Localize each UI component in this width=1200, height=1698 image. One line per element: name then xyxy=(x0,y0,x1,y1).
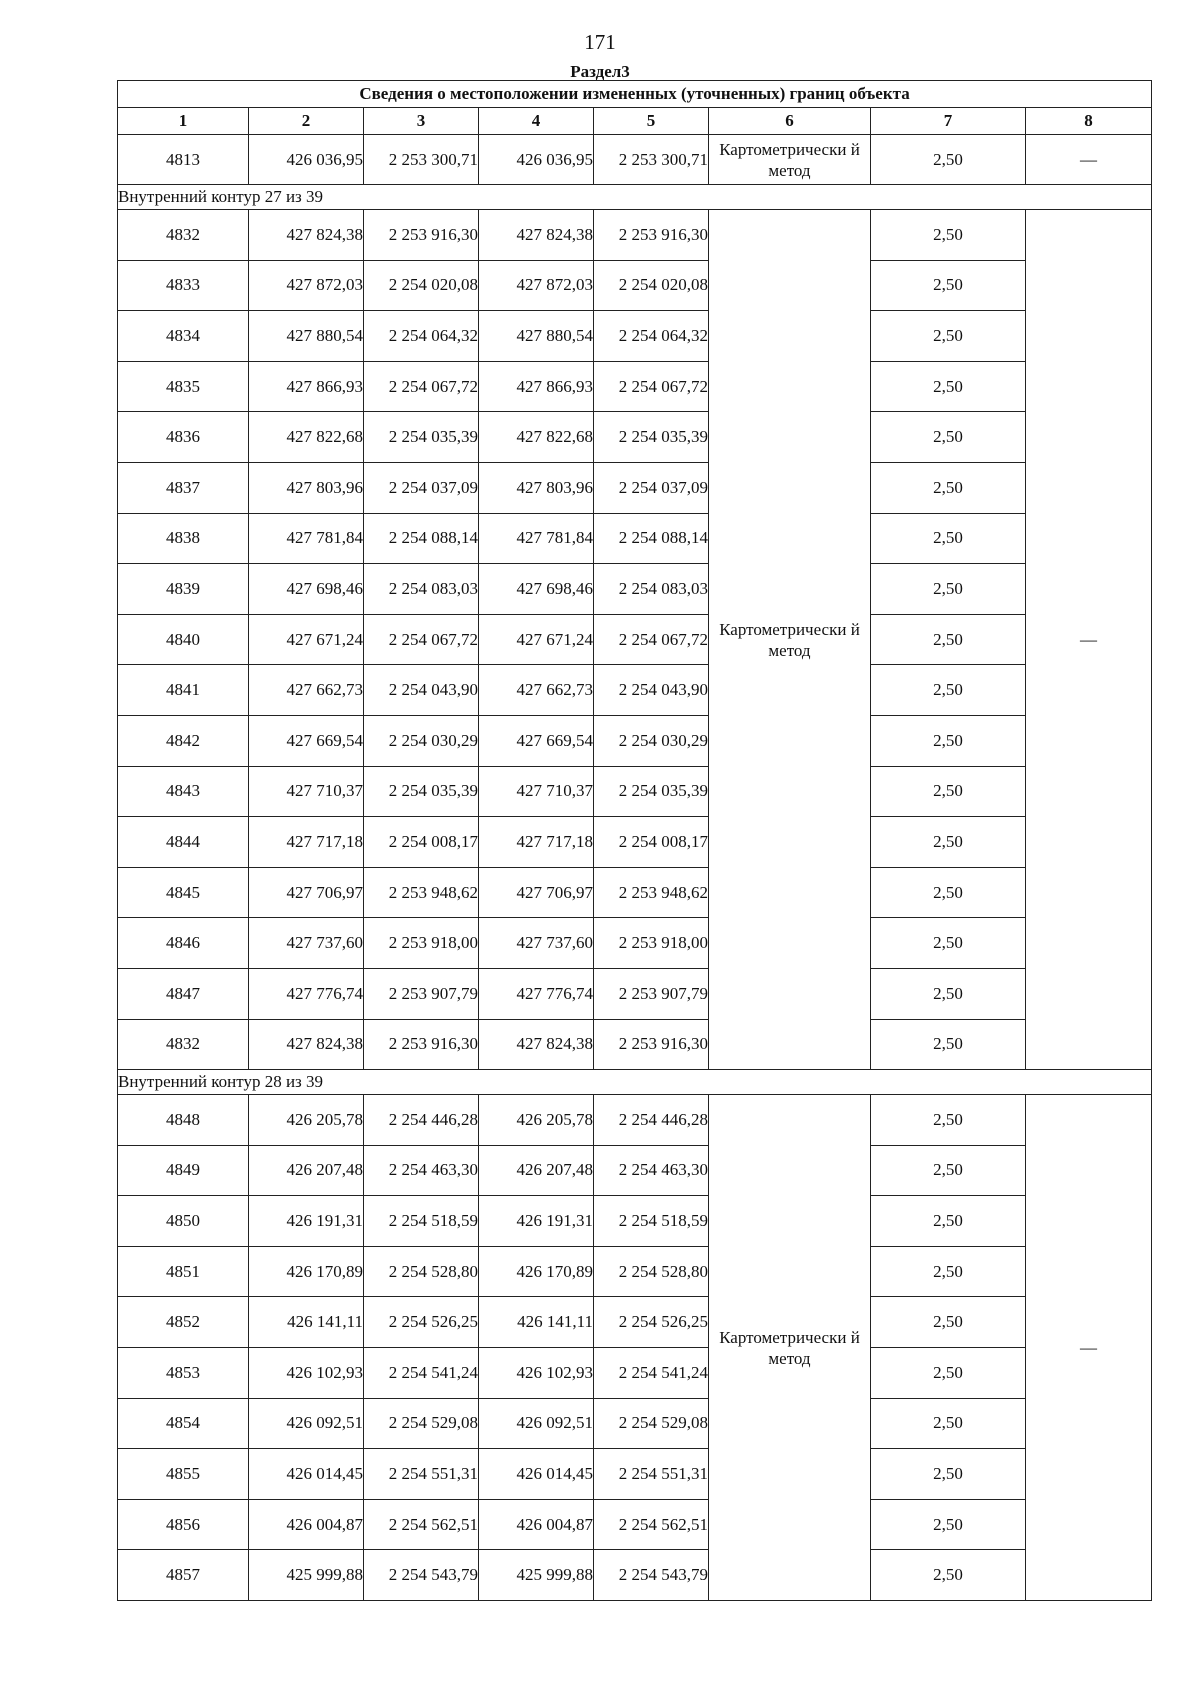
table-row xyxy=(118,1297,1152,1348)
table-row xyxy=(118,715,1152,766)
table-row xyxy=(118,614,1152,665)
contour-header-row xyxy=(118,185,1152,210)
x-old: 427 706,97 xyxy=(249,867,364,918)
table-row xyxy=(118,1398,1152,1449)
table-row xyxy=(118,817,1152,868)
accuracy: 2,50 xyxy=(871,1095,1026,1146)
point-number: 4832 xyxy=(118,210,249,261)
y-old: 2 254 067,72 xyxy=(364,361,479,412)
accuracy: 2,50 xyxy=(871,311,1026,362)
y-new: 2 254 008,17 xyxy=(594,817,709,868)
point-number: 4839 xyxy=(118,564,249,615)
contour-title: Внутренний контур 27 из 39 xyxy=(118,185,1152,210)
y-new: 2 254 528,80 xyxy=(594,1246,709,1297)
table-row xyxy=(118,918,1152,969)
method-cell: Картометрически й метод xyxy=(709,1095,871,1601)
x-new: 427 824,38 xyxy=(479,210,594,261)
x-new: 427 880,54 xyxy=(479,311,594,362)
accuracy: 2,50 xyxy=(871,918,1026,969)
x-old: 426 205,78 xyxy=(249,1095,364,1146)
table-row xyxy=(118,1095,1152,1146)
table-row xyxy=(118,1246,1152,1297)
y-old: 2 254 518,59 xyxy=(364,1196,479,1247)
x-new: 426 036,95 xyxy=(479,135,594,185)
point-number: 4813 xyxy=(118,135,249,185)
y-new: 2 254 562,51 xyxy=(594,1499,709,1550)
y-old: 2 253 907,79 xyxy=(364,968,479,1019)
table-row xyxy=(118,462,1152,513)
page-number: 171 xyxy=(584,30,616,54)
accuracy: 2,50 xyxy=(871,564,1026,615)
point-number: 4855 xyxy=(118,1449,249,1500)
x-old: 427 662,73 xyxy=(249,665,364,716)
y-new: 2 254 035,39 xyxy=(594,766,709,817)
x-new: 426 191,31 xyxy=(479,1196,594,1247)
accuracy: 2,50 xyxy=(871,260,1026,311)
y-old: 2 253 948,62 xyxy=(364,867,479,918)
y-new: 2 254 543,79 xyxy=(594,1550,709,1601)
table-row xyxy=(118,1499,1152,1550)
point-number: 4848 xyxy=(118,1095,249,1146)
point-number: 4849 xyxy=(118,1145,249,1196)
point-number: 4838 xyxy=(118,513,249,564)
accuracy: 2,50 xyxy=(871,1019,1026,1070)
accuracy: 2,50 xyxy=(871,1499,1026,1550)
x-new: 427 669,54 xyxy=(479,715,594,766)
accuracy: 2,50 xyxy=(871,1297,1026,1348)
point-number: 4832 xyxy=(118,1019,249,1070)
point-number: 4856 xyxy=(118,1499,249,1550)
y-new: 2 253 918,00 xyxy=(594,918,709,969)
accuracy: 2,50 xyxy=(871,1246,1026,1297)
x-old: 427 698,46 xyxy=(249,564,364,615)
note-cell: — xyxy=(1026,135,1152,185)
y-new: 2 254 020,08 xyxy=(594,260,709,311)
y-new: 2 254 037,09 xyxy=(594,462,709,513)
x-new: 427 710,37 xyxy=(479,766,594,817)
x-old: 427 710,37 xyxy=(249,766,364,817)
method-cell: Картометрически й метод xyxy=(709,135,871,185)
column-number: 8 xyxy=(1026,108,1152,135)
y-new: 2 254 446,28 xyxy=(594,1095,709,1146)
x-old: 427 671,24 xyxy=(249,614,364,665)
table-row xyxy=(118,513,1152,564)
x-new: 427 824,38 xyxy=(479,1019,594,1070)
table-row xyxy=(118,1145,1152,1196)
y-old: 2 254 083,03 xyxy=(364,564,479,615)
x-new: 427 662,73 xyxy=(479,665,594,716)
table-row xyxy=(118,665,1152,716)
y-new: 2 253 916,30 xyxy=(594,210,709,261)
y-new: 2 253 948,62 xyxy=(594,867,709,918)
y-old: 2 254 030,29 xyxy=(364,715,479,766)
x-new: 426 141,11 xyxy=(479,1297,594,1348)
point-number: 4857 xyxy=(118,1550,249,1601)
table-row xyxy=(118,1019,1152,1070)
x-new: 427 866,93 xyxy=(479,361,594,412)
y-old: 2 254 526,25 xyxy=(364,1297,479,1348)
accuracy: 2,50 xyxy=(871,968,1026,1019)
contour-header-row xyxy=(118,1070,1152,1095)
x-new: 426 014,45 xyxy=(479,1449,594,1500)
column-number: 7 xyxy=(871,108,1026,135)
point-number: 4846 xyxy=(118,918,249,969)
x-old: 427 781,84 xyxy=(249,513,364,564)
accuracy: 2,50 xyxy=(871,867,1026,918)
y-new: 2 254 035,39 xyxy=(594,412,709,463)
column-number: 4 xyxy=(479,108,594,135)
accuracy: 2,50 xyxy=(871,1196,1026,1247)
y-old: 2 254 543,79 xyxy=(364,1550,479,1601)
y-old: 2 254 037,09 xyxy=(364,462,479,513)
accuracy: 2,50 xyxy=(871,715,1026,766)
y-new: 2 254 518,59 xyxy=(594,1196,709,1247)
x-old: 427 824,38 xyxy=(249,1019,364,1070)
section-title: Раздел3 xyxy=(570,62,630,81)
contour-title: Внутренний контур 28 из 39 xyxy=(118,1070,1152,1095)
table-row xyxy=(118,361,1152,412)
table-row xyxy=(118,412,1152,463)
y-new: 2 254 551,31 xyxy=(594,1449,709,1500)
point-number: 4851 xyxy=(118,1246,249,1297)
y-old: 2 253 918,00 xyxy=(364,918,479,969)
point-number: 4837 xyxy=(118,462,249,513)
y-old: 2 254 529,08 xyxy=(364,1398,479,1449)
x-old: 426 170,89 xyxy=(249,1246,364,1297)
accuracy: 2,50 xyxy=(871,210,1026,261)
column-number: 3 xyxy=(364,108,479,135)
x-new: 427 872,03 xyxy=(479,260,594,311)
y-new: 2 254 067,72 xyxy=(594,361,709,412)
y-old: 2 254 064,32 xyxy=(364,311,479,362)
x-new: 427 822,68 xyxy=(479,412,594,463)
accuracy: 2,50 xyxy=(871,614,1026,665)
point-number: 4833 xyxy=(118,260,249,311)
accuracy: 2,50 xyxy=(871,817,1026,868)
accuracy: 2,50 xyxy=(871,766,1026,817)
y-old: 2 254 035,39 xyxy=(364,766,479,817)
accuracy: 2,50 xyxy=(871,1145,1026,1196)
x-old: 427 872,03 xyxy=(249,260,364,311)
y-old: 2 254 446,28 xyxy=(364,1095,479,1146)
x-old: 426 191,31 xyxy=(249,1196,364,1247)
x-old: 426 004,87 xyxy=(249,1499,364,1550)
table-row xyxy=(118,260,1152,311)
x-old: 427 737,60 xyxy=(249,918,364,969)
y-old: 2 254 067,72 xyxy=(364,614,479,665)
x-new: 426 092,51 xyxy=(479,1398,594,1449)
point-number: 4845 xyxy=(118,867,249,918)
column-number-row xyxy=(118,108,1152,135)
y-old: 2 254 088,14 xyxy=(364,513,479,564)
y-new: 2 253 916,30 xyxy=(594,1019,709,1070)
y-old: 2 254 463,30 xyxy=(364,1145,479,1196)
x-new: 427 781,84 xyxy=(479,513,594,564)
table-row xyxy=(118,1348,1152,1399)
point-number: 4834 xyxy=(118,311,249,362)
x-old: 426 092,51 xyxy=(249,1398,364,1449)
column-number: 2 xyxy=(249,108,364,135)
x-new: 426 170,89 xyxy=(479,1246,594,1297)
y-old: 2 253 916,30 xyxy=(364,210,479,261)
point-number: 4852 xyxy=(118,1297,249,1348)
y-new: 2 253 300,71 xyxy=(594,135,709,185)
table-row xyxy=(118,1550,1152,1601)
coordinates-table xyxy=(117,80,1152,1601)
x-old: 426 102,93 xyxy=(249,1348,364,1399)
point-number: 4844 xyxy=(118,817,249,868)
y-new: 2 254 083,03 xyxy=(594,564,709,615)
x-old: 425 999,88 xyxy=(249,1550,364,1601)
point-number: 4847 xyxy=(118,968,249,1019)
y-new: 2 254 526,25 xyxy=(594,1297,709,1348)
note-cell: — xyxy=(1026,210,1152,1070)
x-new: 426 102,93 xyxy=(479,1348,594,1399)
accuracy: 2,50 xyxy=(871,1398,1026,1449)
x-old: 426 036,95 xyxy=(249,135,364,185)
column-number: 6 xyxy=(709,108,871,135)
accuracy: 2,50 xyxy=(871,361,1026,412)
table-row xyxy=(118,135,1152,185)
x-old: 427 717,18 xyxy=(249,817,364,868)
column-number: 1 xyxy=(118,108,249,135)
accuracy: 2,50 xyxy=(871,1449,1026,1500)
accuracy: 2,50 xyxy=(871,462,1026,513)
point-number: 4842 xyxy=(118,715,249,766)
table-row xyxy=(118,968,1152,1019)
column-number: 5 xyxy=(594,108,709,135)
accuracy: 2,50 xyxy=(871,1550,1026,1601)
point-number: 4850 xyxy=(118,1196,249,1247)
accuracy: 2,50 xyxy=(871,665,1026,716)
note-cell: — xyxy=(1026,1095,1152,1601)
y-new: 2 253 907,79 xyxy=(594,968,709,1019)
x-new: 426 004,87 xyxy=(479,1499,594,1550)
y-old: 2 254 551,31 xyxy=(364,1449,479,1500)
x-old: 426 207,48 xyxy=(249,1145,364,1196)
y-new: 2 254 529,08 xyxy=(594,1398,709,1449)
x-new: 427 698,46 xyxy=(479,564,594,615)
y-new: 2 254 064,32 xyxy=(594,311,709,362)
y-new: 2 254 088,14 xyxy=(594,513,709,564)
y-old: 2 254 541,24 xyxy=(364,1348,479,1399)
accuracy: 2,50 xyxy=(871,135,1026,185)
y-new: 2 254 043,90 xyxy=(594,665,709,716)
x-new: 427 717,18 xyxy=(479,817,594,868)
point-number: 4853 xyxy=(118,1348,249,1399)
x-old: 427 669,54 xyxy=(249,715,364,766)
table-row xyxy=(118,564,1152,615)
x-old: 427 824,38 xyxy=(249,210,364,261)
table-row xyxy=(118,311,1152,362)
x-old: 427 776,74 xyxy=(249,968,364,1019)
method-cell: Картометрически й метод xyxy=(709,210,871,1070)
y-old: 2 254 528,80 xyxy=(364,1246,479,1297)
x-old: 427 822,68 xyxy=(249,412,364,463)
y-old: 2 254 043,90 xyxy=(364,665,479,716)
y-old: 2 254 035,39 xyxy=(364,412,479,463)
y-old: 2 253 300,71 xyxy=(364,135,479,185)
y-new: 2 254 541,24 xyxy=(594,1348,709,1399)
y-old: 2 254 008,17 xyxy=(364,817,479,868)
x-new: 426 207,48 xyxy=(479,1145,594,1196)
y-old: 2 253 916,30 xyxy=(364,1019,479,1070)
accuracy: 2,50 xyxy=(871,1348,1026,1399)
x-old: 427 866,93 xyxy=(249,361,364,412)
point-number: 4841 xyxy=(118,665,249,716)
y-new: 2 254 463,30 xyxy=(594,1145,709,1196)
x-new: 427 706,97 xyxy=(479,867,594,918)
x-new: 426 205,78 xyxy=(479,1095,594,1146)
y-old: 2 254 020,08 xyxy=(364,260,479,311)
accuracy: 2,50 xyxy=(871,513,1026,564)
point-number: 4843 xyxy=(118,766,249,817)
y-new: 2 254 030,29 xyxy=(594,715,709,766)
x-old: 426 014,45 xyxy=(249,1449,364,1500)
table-row xyxy=(118,867,1152,918)
table-row xyxy=(118,1449,1152,1500)
y-old: 2 254 562,51 xyxy=(364,1499,479,1550)
point-number: 4836 xyxy=(118,412,249,463)
point-number: 4835 xyxy=(118,361,249,412)
x-old: 427 803,96 xyxy=(249,462,364,513)
table-row xyxy=(118,766,1152,817)
x-new: 427 776,74 xyxy=(479,968,594,1019)
accuracy: 2,50 xyxy=(871,412,1026,463)
point-number: 4854 xyxy=(118,1398,249,1449)
x-old: 426 141,11 xyxy=(249,1297,364,1348)
point-number: 4840 xyxy=(118,614,249,665)
x-new: 427 671,24 xyxy=(479,614,594,665)
x-new: 427 803,96 xyxy=(479,462,594,513)
x-old: 427 880,54 xyxy=(249,311,364,362)
table-row xyxy=(118,210,1152,261)
table-caption: Сведения о местоположении измененных (уточненных) границ объекта xyxy=(118,81,1152,108)
x-new: 425 999,88 xyxy=(479,1550,594,1601)
y-new: 2 254 067,72 xyxy=(594,614,709,665)
table-row xyxy=(118,1196,1152,1247)
x-new: 427 737,60 xyxy=(479,918,594,969)
